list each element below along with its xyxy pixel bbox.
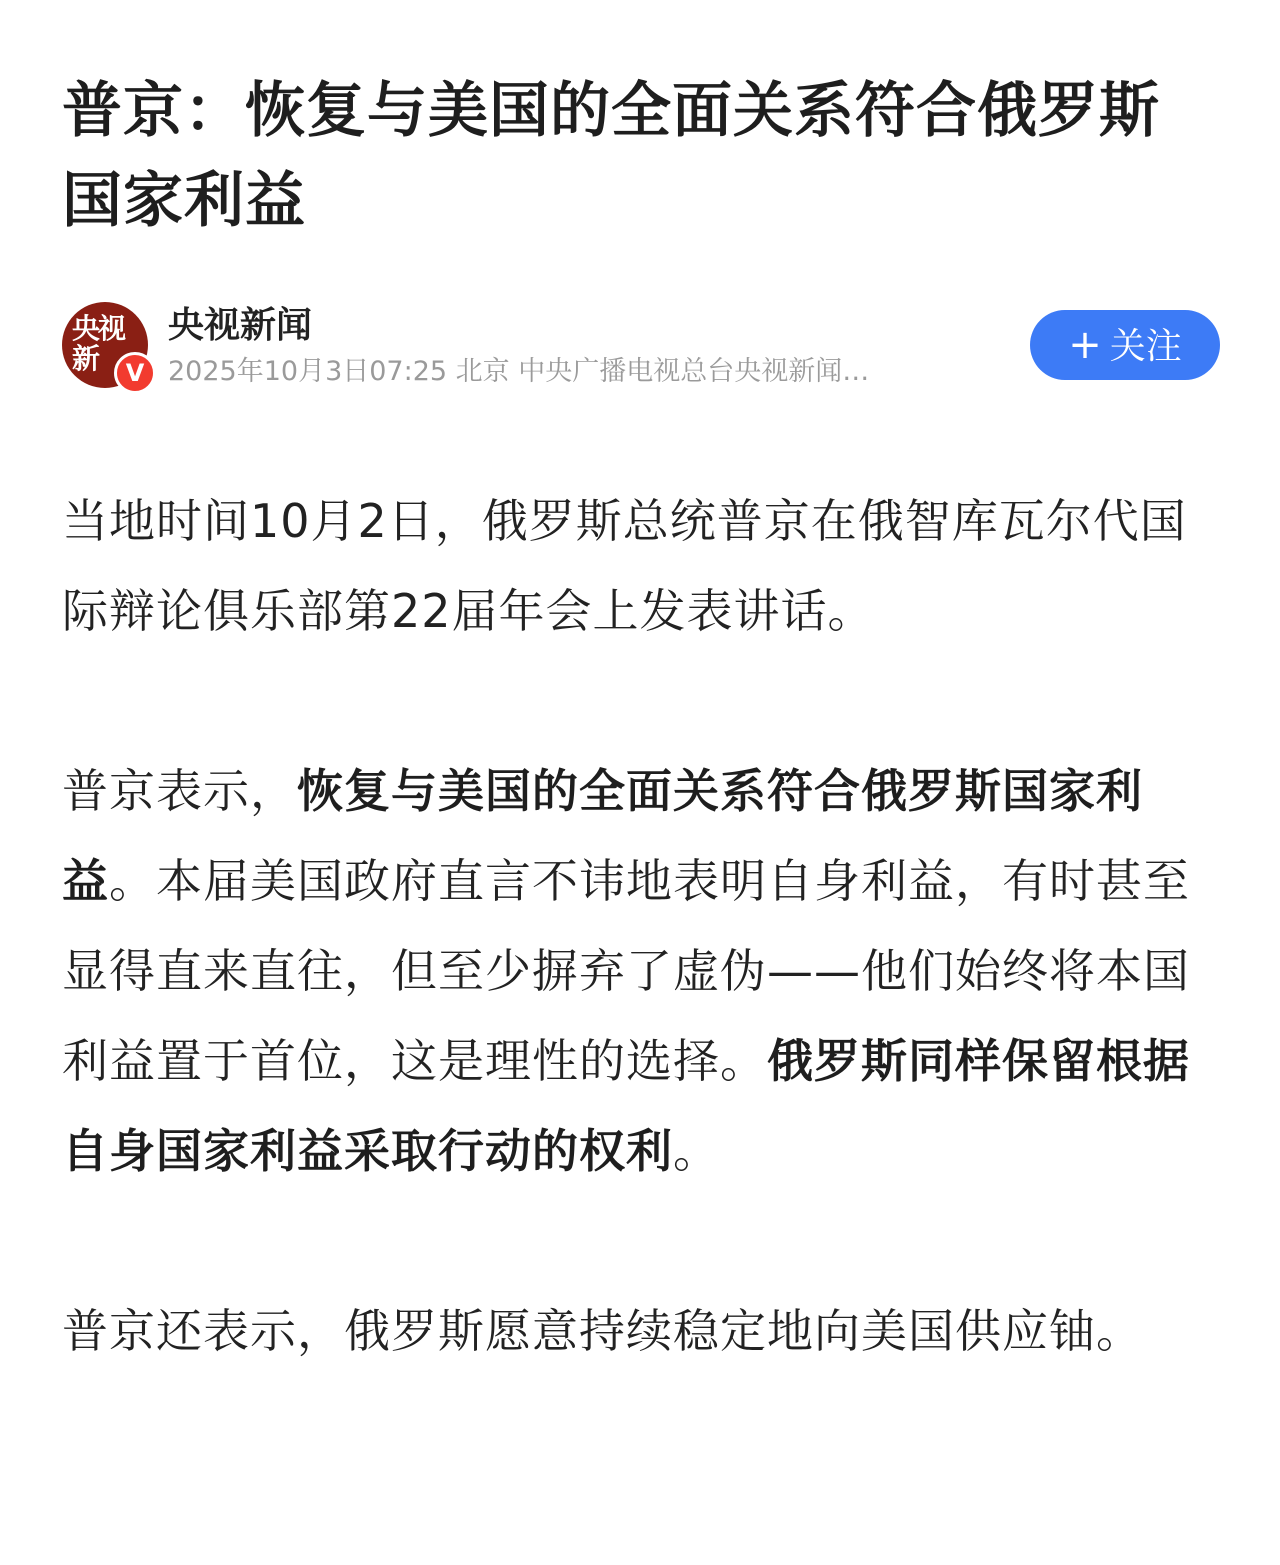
- paragraph-2-text-1: 普京表示，: [62, 764, 297, 818]
- paragraph-2-bold-1: 恢复与美国的全面关系符合俄罗斯国家利益: [62, 764, 1143, 908]
- paragraph-2: [62, 746, 1222, 1196]
- paragraph-2-bold-2: 俄罗斯同样保留根据自身国家利益采取行动的权利: [62, 1034, 1190, 1178]
- verified-icon: V: [114, 352, 156, 394]
- follow-button-label: 关注: [1109, 326, 1182, 367]
- follow-button[interactable]: [1030, 310, 1220, 380]
- author-name[interactable]: 央视新闻: [168, 305, 313, 346]
- avatar[interactable]: [62, 302, 148, 388]
- avatar-logo-text: 央视新: [72, 312, 125, 375]
- plus-icon: +: [1068, 322, 1102, 368]
- publish-meta: 2025年10月3日07:25 北京 中央广播电视总台央视新闻…: [168, 356, 870, 387]
- article-title: 普京：恢复与美国的全面关系符合俄罗斯国家利益: [62, 76, 1160, 236]
- article-body: [62, 476, 1222, 1466]
- paragraph-1: 当地时间10月2日，俄罗斯总统普京在俄智库瓦尔代国际辩论俱乐部第22届年会上发表讲话。: [62, 494, 1187, 638]
- paragraph-2-text-2: 。本届美国政府直言不讳地表明自身利益，有时甚至显得直来直往，但至少摒弃了虚伪——他们始终将本国利益置于首位，这是理性的选择。: [62, 854, 1190, 1088]
- paragraph-2-text-3: 。: [673, 1124, 720, 1178]
- paragraph-3: 普京还表示，俄罗斯愿意持续稳定地向美国供应铀。: [62, 1304, 1143, 1358]
- author-row: [62, 300, 1222, 390]
